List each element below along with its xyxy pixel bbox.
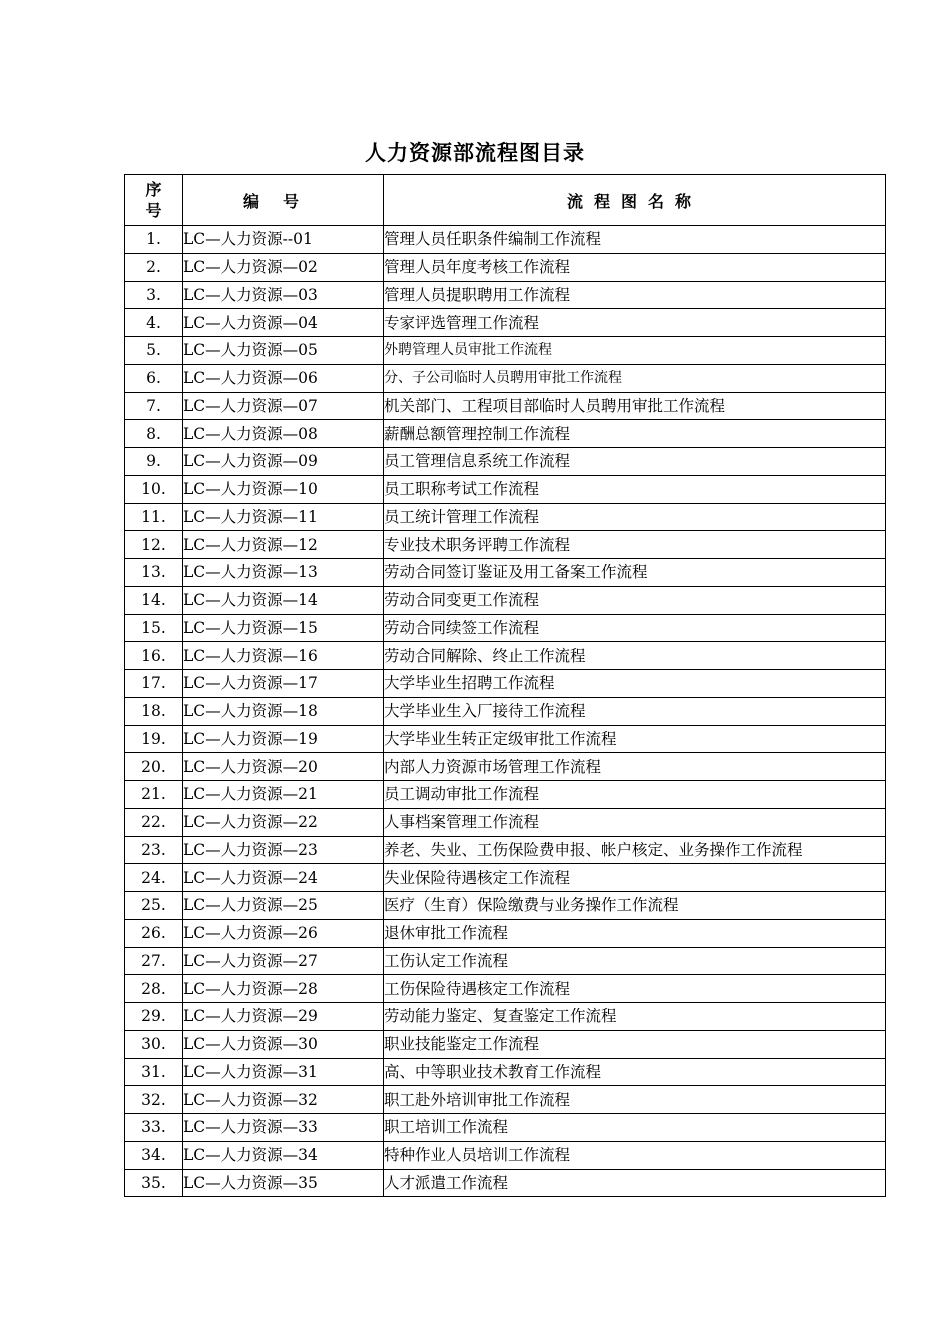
row-seq: 24. bbox=[125, 864, 183, 892]
row-name: 劳动合同续签工作流程 bbox=[384, 614, 886, 642]
row-code: LC—人力资源—34 bbox=[183, 1141, 384, 1169]
row-code: LC—人力资源—12 bbox=[183, 531, 384, 559]
row-seq: 1. bbox=[125, 226, 183, 254]
row-code: LC—人力资源—15 bbox=[183, 614, 384, 642]
row-name: 医疗（生育）保险缴费与业务操作工作流程 bbox=[384, 892, 886, 920]
row-code: LC—人力资源—28 bbox=[183, 975, 384, 1003]
table-row bbox=[125, 1086, 886, 1114]
table-row bbox=[125, 253, 886, 281]
table-row bbox=[125, 919, 886, 947]
row-seq: 28. bbox=[125, 975, 183, 1003]
row-seq: 4. bbox=[125, 309, 183, 337]
row-code: LC—人力资源—19 bbox=[183, 725, 384, 753]
row-seq: 5. bbox=[125, 337, 183, 365]
row-name: 高、中等职业技术教育工作流程 bbox=[384, 1058, 886, 1086]
table-row bbox=[125, 586, 886, 614]
row-name: 大学毕业生招聘工作流程 bbox=[384, 670, 886, 698]
row-seq: 33. bbox=[125, 1114, 183, 1142]
header-seq-line1: 序 bbox=[145, 180, 162, 199]
header-seq bbox=[125, 175, 183, 226]
table-row bbox=[125, 697, 886, 725]
row-code: LC—人力资源—25 bbox=[183, 892, 384, 920]
row-seq: 6. bbox=[125, 364, 183, 392]
row-code: LC—人力资源—02 bbox=[183, 253, 384, 281]
table-row bbox=[125, 670, 886, 698]
table-header-row bbox=[125, 175, 886, 226]
header-name: 流程图名称 bbox=[384, 175, 886, 226]
table-row bbox=[125, 1003, 886, 1031]
row-name: 分、子公司临时人员聘用审批工作流程 bbox=[384, 364, 886, 392]
row-seq: 34. bbox=[125, 1141, 183, 1169]
table-row bbox=[125, 475, 886, 503]
table-row bbox=[125, 836, 886, 864]
row-seq: 15. bbox=[125, 614, 183, 642]
row-name: 管理人员提职聘用工作流程 bbox=[384, 281, 886, 309]
row-name: 工伤认定工作流程 bbox=[384, 947, 886, 975]
row-seq: 35. bbox=[125, 1169, 183, 1197]
table-row bbox=[125, 753, 886, 781]
table-row bbox=[125, 614, 886, 642]
row-name: 劳动合同签订鉴证及用工备案工作流程 bbox=[384, 559, 886, 587]
header-code: 编号 bbox=[183, 175, 384, 226]
row-code: LC—人力资源—11 bbox=[183, 503, 384, 531]
row-name: 特种作业人员培训工作流程 bbox=[384, 1141, 886, 1169]
row-code: LC—人力资源—21 bbox=[183, 781, 384, 809]
row-name: 薪酬总额管理控制工作流程 bbox=[384, 420, 886, 448]
row-seq: 12. bbox=[125, 531, 183, 559]
row-code: LC—人力资源—23 bbox=[183, 836, 384, 864]
row-seq: 3. bbox=[125, 281, 183, 309]
row-code: LC—人力资源—27 bbox=[183, 947, 384, 975]
row-name: 职业技能鉴定工作流程 bbox=[384, 1030, 886, 1058]
row-code: LC—人力资源—35 bbox=[183, 1169, 384, 1197]
table-row bbox=[125, 808, 886, 836]
row-name: 员工统计管理工作流程 bbox=[384, 503, 886, 531]
row-name: 人事档案管理工作流程 bbox=[384, 808, 886, 836]
row-name: 工伤保险待遇核定工作流程 bbox=[384, 975, 886, 1003]
row-seq: 18. bbox=[125, 697, 183, 725]
row-seq: 7. bbox=[125, 392, 183, 420]
row-code: LC—人力资源—31 bbox=[183, 1058, 384, 1086]
row-seq: 31. bbox=[125, 1058, 183, 1086]
row-seq: 19. bbox=[125, 725, 183, 753]
row-name: 专业技术职务评聘工作流程 bbox=[384, 531, 886, 559]
row-seq: 9. bbox=[125, 448, 183, 476]
row-code: LC—人力资源—30 bbox=[183, 1030, 384, 1058]
row-name: 机关部门、工程项目部临时人员聘用审批工作流程 bbox=[384, 392, 886, 420]
row-name: 人才派遣工作流程 bbox=[384, 1169, 886, 1197]
row-name: 管理人员年度考核工作流程 bbox=[384, 253, 886, 281]
row-code: LC—人力资源—13 bbox=[183, 559, 384, 587]
table-row bbox=[125, 1141, 886, 1169]
row-code: LC—人力资源—20 bbox=[183, 753, 384, 781]
row-seq: 2. bbox=[125, 253, 183, 281]
table-row bbox=[125, 226, 886, 254]
table-row bbox=[125, 559, 886, 587]
row-name: 退休审批工作流程 bbox=[384, 919, 886, 947]
row-code: LC—人力资源--01 bbox=[183, 226, 384, 254]
row-seq: 14. bbox=[125, 586, 183, 614]
table-row bbox=[125, 531, 886, 559]
table-row bbox=[125, 392, 886, 420]
row-name: 养老、失业、工伤保险费申报、帐户核定、业务操作工作流程 bbox=[384, 836, 886, 864]
row-code: LC—人力资源—07 bbox=[183, 392, 384, 420]
row-name: 员工职称考试工作流程 bbox=[384, 475, 886, 503]
row-seq: 13. bbox=[125, 559, 183, 587]
table-row bbox=[125, 1058, 886, 1086]
table-row bbox=[125, 864, 886, 892]
table-row bbox=[125, 975, 886, 1003]
table-row bbox=[125, 448, 886, 476]
row-code: LC—人力资源—32 bbox=[183, 1086, 384, 1114]
row-code: LC—人力资源—04 bbox=[183, 309, 384, 337]
table-row bbox=[125, 309, 886, 337]
row-seq: 22. bbox=[125, 808, 183, 836]
header-seq-line2: 号 bbox=[145, 201, 162, 220]
row-code: LC—人力资源—18 bbox=[183, 697, 384, 725]
row-name: 内部人力资源市场管理工作流程 bbox=[384, 753, 886, 781]
row-code: LC—人力资源—14 bbox=[183, 586, 384, 614]
row-name: 大学毕业生转正定级审批工作流程 bbox=[384, 725, 886, 753]
row-code: LC—人力资源—16 bbox=[183, 642, 384, 670]
table-body bbox=[125, 226, 886, 1197]
table-row bbox=[125, 725, 886, 753]
table-row bbox=[125, 364, 886, 392]
row-seq: 10. bbox=[125, 475, 183, 503]
row-name: 专家评选管理工作流程 bbox=[384, 309, 886, 337]
row-seq: 21. bbox=[125, 781, 183, 809]
row-code: LC—人力资源—26 bbox=[183, 919, 384, 947]
table-row bbox=[125, 781, 886, 809]
table-row bbox=[125, 642, 886, 670]
table-row bbox=[125, 337, 886, 365]
row-code: LC—人力资源—22 bbox=[183, 808, 384, 836]
flowchart-directory-table bbox=[124, 174, 886, 1197]
table-row bbox=[125, 420, 886, 448]
row-name: 大学毕业生入厂接待工作流程 bbox=[384, 697, 886, 725]
row-code: LC—人力资源—08 bbox=[183, 420, 384, 448]
table-row bbox=[125, 1169, 886, 1197]
row-name: 员工调动审批工作流程 bbox=[384, 781, 886, 809]
row-seq: 20. bbox=[125, 753, 183, 781]
row-seq: 27. bbox=[125, 947, 183, 975]
row-name: 职工培训工作流程 bbox=[384, 1114, 886, 1142]
row-seq: 29. bbox=[125, 1003, 183, 1031]
table-row bbox=[125, 1030, 886, 1058]
row-name: 员工管理信息系统工作流程 bbox=[384, 448, 886, 476]
row-seq: 30. bbox=[125, 1030, 183, 1058]
row-name: 外聘管理人员审批工作流程 bbox=[384, 337, 886, 365]
table-row bbox=[125, 947, 886, 975]
row-seq: 11. bbox=[125, 503, 183, 531]
row-seq: 16. bbox=[125, 642, 183, 670]
table-row bbox=[125, 1114, 886, 1142]
row-code: LC—人力资源—29 bbox=[183, 1003, 384, 1031]
row-name: 失业保险待遇核定工作流程 bbox=[384, 864, 886, 892]
row-code: LC—人力资源—17 bbox=[183, 670, 384, 698]
row-code: LC—人力资源—33 bbox=[183, 1114, 384, 1142]
row-name: 管理人员任职条件编制工作流程 bbox=[384, 226, 886, 254]
row-seq: 17. bbox=[125, 670, 183, 698]
table-row bbox=[125, 892, 886, 920]
row-name: 劳动合同变更工作流程 bbox=[384, 586, 886, 614]
row-seq: 25. bbox=[125, 892, 183, 920]
page-title: 人力资源部流程图目录 bbox=[365, 141, 585, 165]
row-code: LC—人力资源—03 bbox=[183, 281, 384, 309]
row-code: LC—人力资源—09 bbox=[183, 448, 384, 476]
table-row bbox=[125, 503, 886, 531]
row-code: LC—人力资源—06 bbox=[183, 364, 384, 392]
row-seq: 8. bbox=[125, 420, 183, 448]
row-name: 职工赴外培训审批工作流程 bbox=[384, 1086, 886, 1114]
row-name: 劳动能力鉴定、复查鉴定工作流程 bbox=[384, 1003, 886, 1031]
row-name: 劳动合同解除、终止工作流程 bbox=[384, 642, 886, 670]
row-code: LC—人力资源—05 bbox=[183, 337, 384, 365]
row-seq: 23. bbox=[125, 836, 183, 864]
table-row bbox=[125, 281, 886, 309]
row-code: LC—人力资源—10 bbox=[183, 475, 384, 503]
row-seq: 32. bbox=[125, 1086, 183, 1114]
row-seq: 26. bbox=[125, 919, 183, 947]
row-code: LC—人力资源—24 bbox=[183, 864, 384, 892]
